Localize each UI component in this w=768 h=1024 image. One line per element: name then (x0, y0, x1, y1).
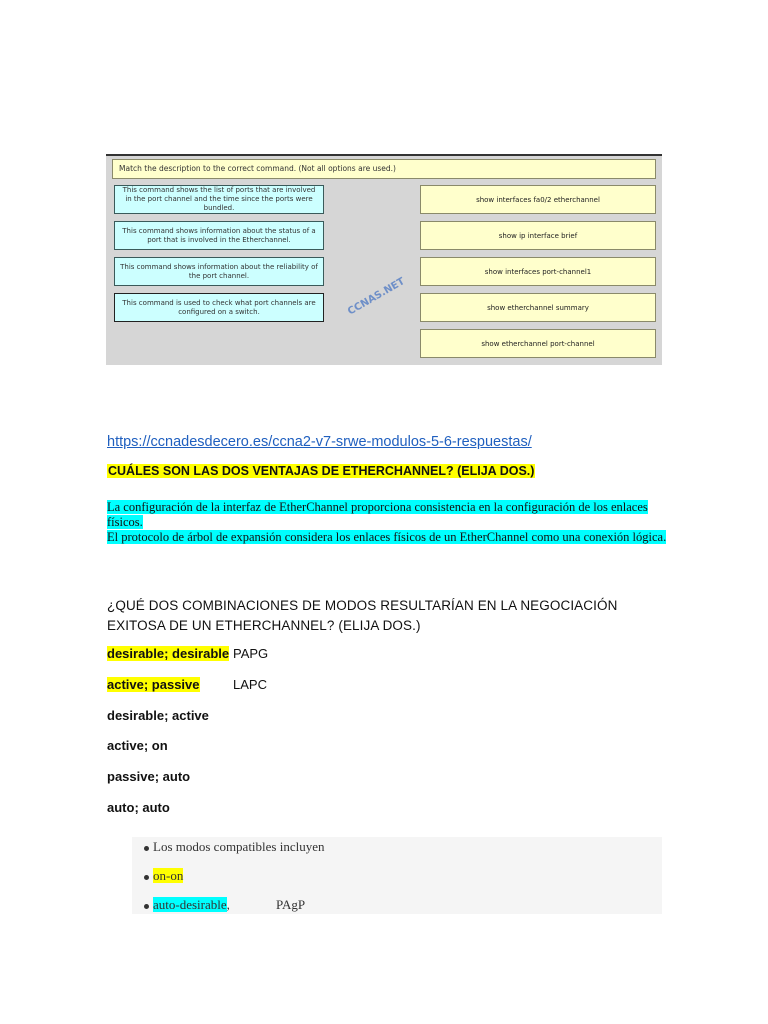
quiz-command-5[interactable]: show etherchannel port-channel (420, 329, 656, 358)
option-1-note: PAPG (233, 646, 269, 661)
option-2 (107, 677, 267, 692)
bullet-3: auto-desirable, PAgP (144, 897, 230, 913)
quiz-description-2[interactable]: This command shows information about the status of a port that is involved in the Etherchannel. (114, 221, 324, 250)
option-6: auto; auto (107, 800, 170, 815)
quiz-description-1[interactable]: This command shows the list of ports that are involved in the port channel and the time since the ports were bundled. (114, 185, 324, 214)
watermark: CCNAS.NET (346, 276, 407, 318)
question-1-answers (107, 500, 667, 545)
bullet-1-text: Los modos compatibles incluyen (153, 839, 325, 854)
bullet-dot (144, 846, 149, 851)
option-4: active; on (107, 738, 168, 753)
bullet-2 (144, 868, 183, 884)
option-1-text: desirable; desirable (107, 646, 230, 661)
quiz-command-4[interactable]: show etherchannel summary (420, 293, 656, 322)
option-3: desirable; active (107, 708, 209, 723)
quiz-command-1[interactable]: show interfaces fa0/2 etherchannel (420, 185, 656, 214)
bullet-2-text: on-on (153, 868, 184, 883)
quiz-description-3[interactable]: This command shows information about the reliability of the port channel. (114, 257, 324, 286)
question-2: ¿QUÉ DOS COMBINACIONES DE MODOS RESULTARÍAN EN LA NEGOCIACIÓN EXITOSA DE UN ETHERCHANNEL? (ELIJA DOS.) (107, 598, 618, 633)
option-1 (107, 646, 269, 661)
question-1: CUÁLES SON LAS DOS VENTAJAS DE ETHERCHANNEL? (ELIJA DOS.) (108, 464, 535, 478)
bullet-3-text: auto-desirable (153, 897, 227, 912)
bullet-dot (144, 875, 149, 880)
answer-2: El protocolo de árbol de expansión considera los enlaces físicos de un EtherChannel como una conexión lógica. (107, 530, 667, 544)
quiz-description-4[interactable]: This command is used to check what port channels are configured on a switch. (114, 293, 324, 322)
option-2-note: LAPC (233, 677, 267, 692)
answer-1: La configuración de la interfaz de EtherChannel proporciona consistencia en la configuración de los enlaces físicos. (107, 500, 648, 529)
quiz-instruction: Match the description to the correct command. (Not all options are used.) (112, 159, 656, 179)
source-link[interactable]: https://ccnadesdecero.es/ccna2-v7-srwe-modulos-5-6-respuestas/ (107, 434, 532, 450)
bullet-3-note: PAgP (276, 897, 306, 912)
option-2-text: active; passive (107, 677, 200, 692)
option-5: passive; auto (107, 769, 191, 784)
quiz-command-2[interactable]: show ip interface brief (420, 221, 656, 250)
quiz-image (106, 154, 662, 365)
quiz-command-3[interactable]: show interfaces port-channel1 (420, 257, 656, 286)
bullet-1 (144, 839, 325, 855)
bullet-dot (144, 904, 149, 909)
